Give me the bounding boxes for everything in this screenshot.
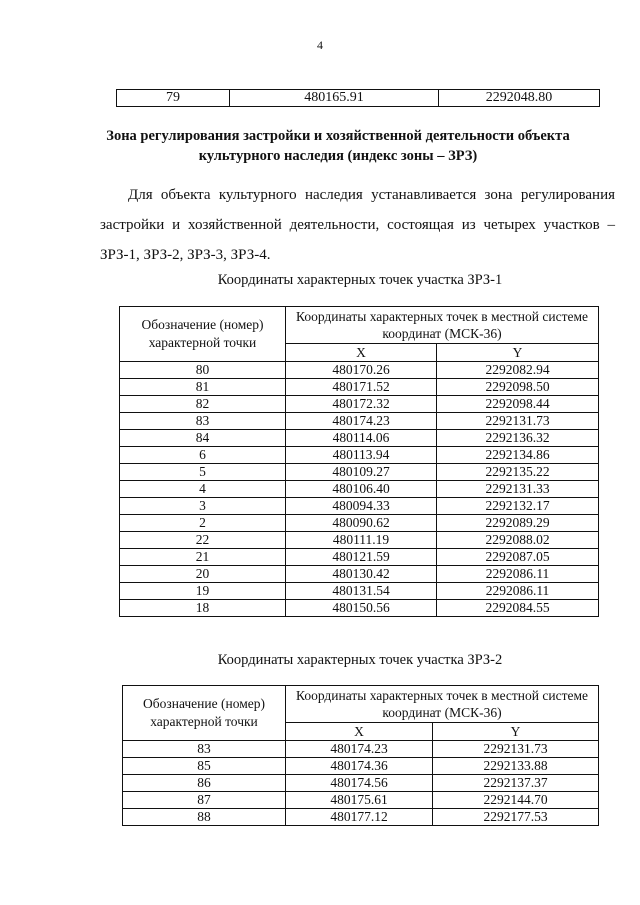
coords-table-zrz2 — [122, 685, 599, 826]
point-cell: 19 — [120, 583, 286, 600]
y-cell: 2292086.11 — [437, 566, 599, 583]
point-cell: 81 — [120, 379, 286, 396]
x-cell: 480131.54 — [286, 583, 437, 600]
y-cell: 2292082.94 — [437, 362, 599, 379]
table-row — [120, 549, 599, 566]
table-row — [123, 775, 599, 792]
point-cell: 85 — [123, 758, 286, 775]
y-cell: 2292133.88 — [433, 758, 599, 775]
y-cell: 2292131.33 — [437, 481, 599, 498]
x-cell: 480174.56 — [286, 775, 433, 792]
x-cell: 480130.42 — [286, 566, 437, 583]
table-row — [120, 396, 599, 413]
coords-table-zrz1 — [119, 306, 599, 617]
body-paragraph: Для объекта культурного наследия устанавливается зона регулирования застройки и хозяйственной деятельности, состоящая из четырех участков – ЗРЗ-1, ЗРЗ-2, ЗРЗ-3, ЗРЗ-4. — [100, 187, 615, 263]
point-cell: 6 — [120, 447, 286, 464]
x-cell: 480175.61 — [286, 792, 433, 809]
point-cell: 83 — [120, 413, 286, 430]
table-row — [123, 792, 599, 809]
table-row — [120, 379, 599, 396]
table-row — [120, 600, 599, 617]
table-row — [120, 583, 599, 600]
table-body — [123, 741, 599, 826]
y-header: Y — [433, 723, 599, 741]
x-cell: 480090.62 — [286, 515, 437, 532]
section-heading: Зона регулирования застройки и хозяйственной деятельности объекта культурного наследия (индекс зоны – ЗРЗ) — [106, 128, 570, 164]
x-cell: 480106.40 — [286, 481, 437, 498]
x-header: X — [286, 723, 433, 741]
x-cell: 480177.12 — [286, 809, 433, 826]
header-row — [120, 307, 599, 344]
point-cell: 22 — [120, 532, 286, 549]
x-cell: 480113.94 — [286, 447, 437, 464]
y-cell: 2292098.44 — [437, 396, 599, 413]
y-cell: 2292098.50 — [437, 379, 599, 396]
table-row — [123, 741, 599, 758]
table2-caption: Координаты характерных точек участка ЗРЗ-2 — [217, 652, 503, 668]
point-cell: 82 — [120, 396, 286, 413]
y-header: Y — [437, 344, 599, 362]
x-cell: 480111.19 — [286, 532, 437, 549]
table-row — [120, 481, 599, 498]
x-cell: 480172.32 — [286, 396, 437, 413]
point-cell: 83 — [123, 741, 286, 758]
point-cell: 80 — [120, 362, 286, 379]
point-cell: 79 — [117, 90, 230, 107]
x-cell: 480170.26 — [286, 362, 437, 379]
table-row — [123, 809, 599, 826]
coords-header: Координаты характерных точек в местной системе координат (МСК-36) — [286, 686, 599, 723]
y-cell: 2292131.73 — [437, 413, 599, 430]
x-cell: 480109.27 — [286, 464, 437, 481]
y-cell: 2292132.17 — [437, 498, 599, 515]
point-cell: 3 — [120, 498, 286, 515]
y-cell: 2292088.02 — [437, 532, 599, 549]
table-row — [120, 447, 599, 464]
point-cell: 88 — [123, 809, 286, 826]
y-cell: 2292131.73 — [433, 741, 599, 758]
table-row — [123, 758, 599, 775]
point-cell: 87 — [123, 792, 286, 809]
point-header: Обозначение (номер) характерной точки — [120, 307, 286, 362]
x-header: X — [286, 344, 437, 362]
table-row — [120, 566, 599, 583]
header-row — [123, 686, 599, 723]
table-row — [120, 362, 599, 379]
table1-caption: Координаты характерных точек участка ЗРЗ-1 — [217, 272, 503, 288]
x-cell: 480174.23 — [286, 741, 433, 758]
x-cell: 480150.56 — [286, 600, 437, 617]
point-cell: 86 — [123, 775, 286, 792]
x-cell: 480165.91 — [230, 90, 439, 107]
page-number: 4 — [317, 38, 323, 52]
table-row — [120, 515, 599, 532]
x-cell: 480174.36 — [286, 758, 433, 775]
y-cell: 2292137.37 — [433, 775, 599, 792]
y-cell: 2292135.22 — [437, 464, 599, 481]
y-cell: 2292136.32 — [437, 430, 599, 447]
table-row — [120, 430, 599, 447]
table-row — [120, 532, 599, 549]
table-row — [120, 464, 599, 481]
y-cell: 2292087.05 — [437, 549, 599, 566]
y-cell: 2292134.86 — [437, 447, 599, 464]
point-cell: 5 — [120, 464, 286, 481]
y-cell: 2292086.11 — [437, 583, 599, 600]
table-row — [117, 90, 600, 107]
y-cell: 2292048.80 — [439, 90, 600, 107]
point-cell: 2 — [120, 515, 286, 532]
x-cell: 480094.33 — [286, 498, 437, 515]
table-body — [120, 362, 599, 617]
y-cell: 2292089.29 — [437, 515, 599, 532]
point-cell: 4 — [120, 481, 286, 498]
y-cell: 2292144.70 — [433, 792, 599, 809]
x-cell: 480174.23 — [286, 413, 437, 430]
point-cell: 84 — [120, 430, 286, 447]
x-cell: 480114.06 — [286, 430, 437, 447]
table-row — [120, 413, 599, 430]
x-cell: 480171.52 — [286, 379, 437, 396]
point-cell: 21 — [120, 549, 286, 566]
point-cell: 18 — [120, 600, 286, 617]
continued-table — [116, 89, 600, 107]
table-row — [120, 498, 599, 515]
x-cell: 480121.59 — [286, 549, 437, 566]
y-cell: 2292084.55 — [437, 600, 599, 617]
y-cell: 2292177.53 — [433, 809, 599, 826]
point-cell: 20 — [120, 566, 286, 583]
point-header: Обозначение (номер) характерной точки — [123, 686, 286, 741]
coords-header: Координаты характерных точек в местной системе координат (МСК-36) — [286, 307, 599, 344]
